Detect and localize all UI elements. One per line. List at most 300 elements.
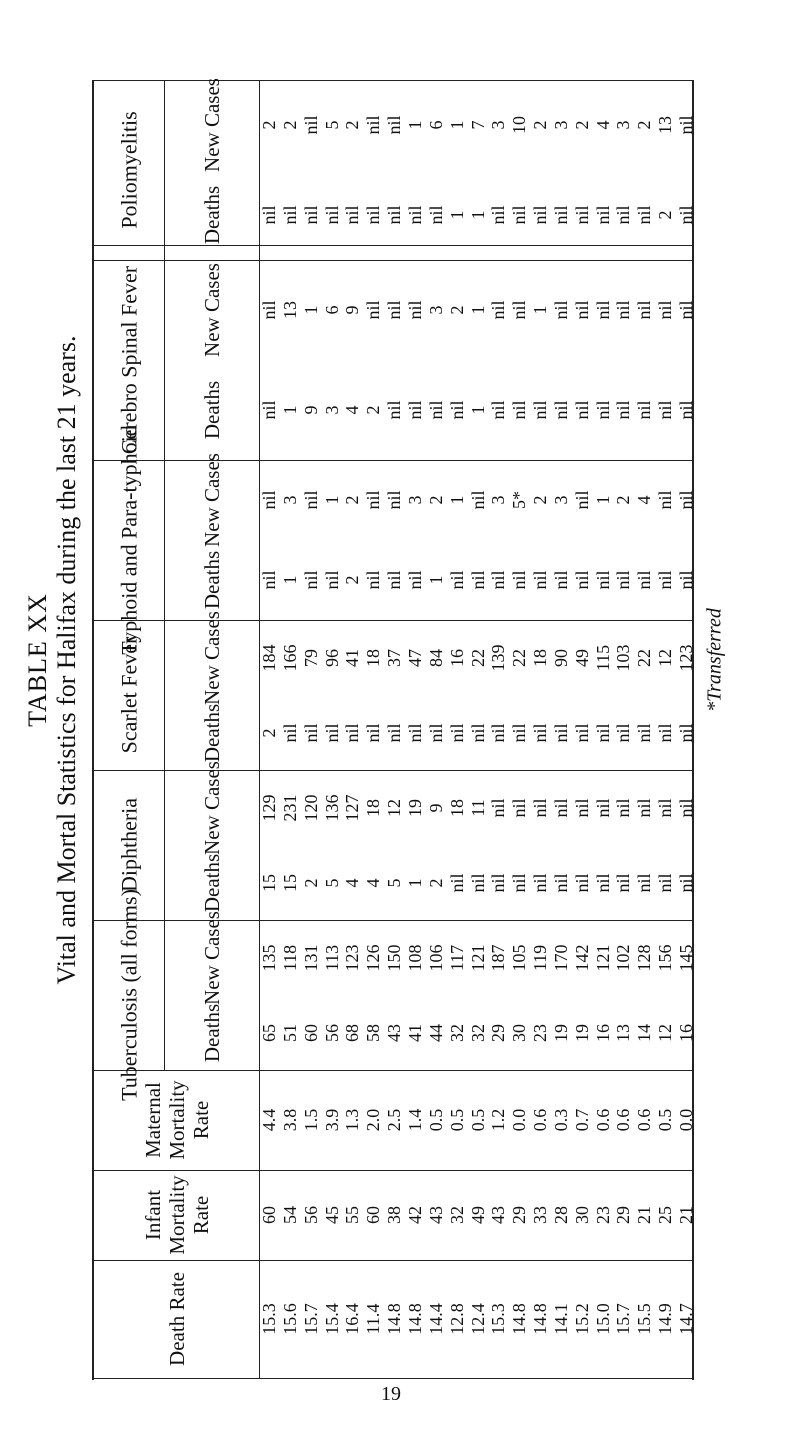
table-cell: 1 bbox=[467, 305, 488, 315]
table-cell: 0.0 bbox=[509, 1108, 530, 1132]
table-cell: 2 bbox=[342, 495, 363, 505]
table-cell: 22 bbox=[467, 648, 488, 667]
table-cell: 43 bbox=[384, 1023, 405, 1042]
table-cell: 2 bbox=[613, 495, 634, 505]
table-cell: nil bbox=[488, 300, 509, 320]
table-cell: 6 bbox=[425, 120, 446, 130]
table-cell: nil bbox=[550, 300, 571, 320]
subhead-new-cases: New Cases bbox=[199, 453, 224, 547]
table-cell: nil bbox=[509, 722, 530, 743]
table-cell: nil bbox=[259, 205, 279, 225]
table-cell: 14.9 bbox=[655, 1303, 676, 1335]
table-cell: nil bbox=[300, 115, 321, 135]
table-cell: 9 bbox=[425, 803, 446, 812]
table-cell: nil bbox=[634, 570, 655, 590]
table-cell: 4 bbox=[634, 495, 655, 505]
subhead-new-cases: New Cases bbox=[199, 263, 224, 357]
table-cell: nil bbox=[404, 722, 425, 743]
table-cell: 11.4 bbox=[363, 1303, 384, 1335]
table-cell: 3.9 bbox=[321, 1108, 342, 1132]
table-cell: 121 bbox=[467, 944, 488, 971]
table-cell: 14.1 bbox=[550, 1303, 571, 1335]
table-cell: 115 bbox=[592, 644, 613, 671]
table-cell: 58 bbox=[363, 1023, 384, 1042]
column-tuberculosis-deaths bbox=[94, 995, 696, 1070]
table-cell: nil bbox=[467, 490, 488, 510]
table-cell: nil bbox=[634, 205, 655, 225]
table-cell: 60 bbox=[259, 1206, 279, 1224]
table-cell: 15.0 bbox=[592, 1303, 613, 1335]
subhead-new-cases: New Cases bbox=[199, 910, 224, 1005]
table-cell: 60 bbox=[363, 1206, 384, 1224]
table-cell: nil bbox=[446, 400, 467, 420]
table-cell: 0.0 bbox=[676, 1108, 696, 1132]
table-cell: 16 bbox=[676, 1023, 696, 1042]
table-cell: 10 bbox=[509, 116, 530, 134]
table-cell: 1.2 bbox=[488, 1108, 509, 1132]
table-cell: 119 bbox=[530, 944, 551, 971]
table-cell: nil bbox=[676, 570, 696, 590]
table-cell: nil bbox=[571, 722, 592, 743]
table-cell: 1 bbox=[530, 305, 551, 315]
column-cerebro-deaths bbox=[94, 360, 696, 460]
statistics-table bbox=[92, 80, 694, 1380]
table-cell: 49 bbox=[571, 648, 592, 667]
table-cell: nil bbox=[384, 722, 405, 743]
table-cell: nil bbox=[509, 400, 530, 420]
table-cell: 11 bbox=[467, 798, 488, 817]
table-cell: 145 bbox=[676, 944, 696, 971]
table-cell: 135 bbox=[259, 944, 279, 971]
table-cell: nil bbox=[321, 205, 342, 225]
table-cell: nil bbox=[676, 300, 696, 320]
footnote: *Transferred bbox=[703, 608, 726, 712]
table-cell: 129 bbox=[259, 794, 279, 821]
table-cell: 117 bbox=[446, 944, 467, 971]
table-cell: nil bbox=[279, 205, 300, 225]
table-cell: nil bbox=[467, 570, 488, 590]
table-cell: nil bbox=[655, 722, 676, 743]
table-cell: 22 bbox=[509, 648, 530, 667]
table-cell: nil bbox=[613, 205, 634, 225]
table-cell: 3 bbox=[613, 120, 634, 130]
column-infant-mortality bbox=[94, 1170, 696, 1260]
table-cell: 9 bbox=[300, 405, 321, 415]
table-cell: nil bbox=[676, 722, 696, 743]
table-cell: 42 bbox=[404, 1206, 425, 1224]
table-cell: 15 bbox=[279, 873, 300, 892]
table-cell: 3 bbox=[404, 495, 425, 505]
table-cell: 15.2 bbox=[571, 1303, 592, 1335]
table-cell: nil bbox=[279, 722, 300, 743]
table-cell: nil bbox=[592, 400, 613, 420]
table-cell: 12 bbox=[655, 1023, 676, 1042]
table-cell: 120 bbox=[300, 794, 321, 821]
table-cell: nil bbox=[342, 205, 363, 225]
table-cell: nil bbox=[384, 300, 405, 320]
table-cell: 187 bbox=[488, 944, 509, 971]
table-cell: nil bbox=[300, 490, 321, 510]
table-cell: 30 bbox=[571, 1206, 592, 1224]
table-cell: 113 bbox=[321, 944, 342, 971]
table-cell: 1 bbox=[404, 878, 425, 887]
table-cell: nil bbox=[321, 570, 342, 590]
page-number: 19 bbox=[381, 1383, 401, 1405]
table-cell: nil bbox=[509, 872, 530, 893]
table-cell: nil bbox=[613, 400, 634, 420]
table-cell: 0.6 bbox=[592, 1108, 613, 1132]
table-cell: nil bbox=[404, 205, 425, 225]
table-cell: nil bbox=[384, 400, 405, 420]
table-cell: nil bbox=[634, 400, 655, 420]
table-cell: nil bbox=[613, 722, 634, 743]
table-cell: 14 bbox=[634, 1023, 655, 1042]
table-cell: 38 bbox=[384, 1206, 405, 1224]
subhead-infant-mortality: Infant Mortality Rate bbox=[140, 1175, 213, 1255]
table-cell: 12 bbox=[655, 648, 676, 667]
table-cell: nil bbox=[363, 490, 384, 510]
table-cell: 108 bbox=[404, 944, 425, 971]
table-cell: 156 bbox=[655, 944, 676, 971]
table-cell: 18 bbox=[446, 798, 467, 817]
table-cell: 21 bbox=[634, 1206, 655, 1224]
table-cell: 4.4 bbox=[259, 1108, 279, 1132]
table-cell: nil bbox=[634, 722, 655, 743]
subhead-deaths: Deaths bbox=[199, 550, 224, 610]
table-cell: 29 bbox=[509, 1206, 530, 1224]
table-cell: 15 bbox=[259, 873, 279, 892]
table-cell: nil bbox=[571, 400, 592, 420]
table-cell: 1.4 bbox=[404, 1108, 425, 1132]
table-cell: 1.3 bbox=[342, 1108, 363, 1132]
table-cell: 3 bbox=[550, 120, 571, 130]
table-cell: 14.8 bbox=[530, 1303, 551, 1335]
table-cell: 18 bbox=[530, 648, 551, 667]
table-cell: 18 bbox=[363, 648, 384, 667]
table-cell: 1 bbox=[404, 120, 425, 130]
table-cell: nil bbox=[592, 205, 613, 225]
table-cell: 19 bbox=[571, 1023, 592, 1042]
table-cell: nil bbox=[467, 722, 488, 743]
table-cell: 4 bbox=[342, 405, 363, 415]
table-cell: 15.3 bbox=[488, 1303, 509, 1335]
table-cell: nil bbox=[467, 872, 488, 893]
table-cell: nil bbox=[613, 570, 634, 590]
table-cell: nil bbox=[425, 205, 446, 225]
table-cell: 16.4 bbox=[342, 1303, 363, 1335]
table-cell: nil bbox=[425, 400, 446, 420]
table-cell: 166 bbox=[279, 644, 300, 671]
group-scarlet: Scarlet Fever bbox=[116, 636, 142, 754]
table-cell: 16 bbox=[592, 1023, 613, 1042]
group-typhoid: Typhoid and Para-typhoid bbox=[116, 425, 142, 655]
table-cell: nil bbox=[592, 872, 613, 893]
table-cell: nil bbox=[259, 490, 279, 510]
table-cell: 0.5 bbox=[467, 1108, 488, 1132]
subhead-deaths: Deaths bbox=[199, 185, 224, 245]
column-scarlet-new bbox=[94, 610, 696, 705]
table-cell: 1 bbox=[446, 120, 467, 130]
table-cell: 23 bbox=[592, 1206, 613, 1224]
table-cell: 0.6 bbox=[530, 1108, 551, 1132]
table-cell: nil bbox=[363, 570, 384, 590]
table-cell: nil bbox=[655, 570, 676, 590]
table-cell: nil bbox=[530, 570, 551, 590]
table-cell: 102 bbox=[613, 944, 634, 971]
table-cell: 2.5 bbox=[384, 1108, 405, 1132]
table-cell: nil bbox=[676, 872, 696, 893]
table-cell: nil bbox=[550, 205, 571, 225]
table-cell: 0.6 bbox=[613, 1108, 634, 1132]
table-cell: 23 bbox=[530, 1023, 551, 1042]
table-cell: nil bbox=[404, 400, 425, 420]
table-cell: 15.5 bbox=[634, 1303, 655, 1335]
table-cell: 170 bbox=[550, 944, 571, 971]
table-cell: nil bbox=[259, 400, 279, 420]
table-cell: 0.7 bbox=[571, 1108, 592, 1132]
table-cell: 2 bbox=[530, 495, 551, 505]
table-cell: nil bbox=[488, 872, 509, 893]
table-cell: 14.8 bbox=[404, 1303, 425, 1335]
table-cell: 15.3 bbox=[259, 1303, 279, 1335]
table-cell: 0.6 bbox=[634, 1108, 655, 1132]
table-cell: 14.8 bbox=[384, 1303, 405, 1335]
table-cell: 13 bbox=[279, 301, 300, 319]
table-cell: 54 bbox=[279, 1206, 300, 1224]
table-cell: 126 bbox=[363, 944, 384, 971]
subhead-new-cases: New Cases bbox=[199, 78, 224, 172]
table-cell: nil bbox=[363, 115, 384, 135]
table-cell: 142 bbox=[571, 944, 592, 971]
table-cell: 3.8 bbox=[279, 1108, 300, 1132]
table-cell: nil bbox=[509, 797, 530, 818]
table-cell: nil bbox=[571, 490, 592, 510]
table-cell: 2 bbox=[571, 120, 592, 130]
table-cell: 90 bbox=[550, 648, 571, 667]
table-cell: 25 bbox=[655, 1206, 676, 1224]
table-cell: 3 bbox=[488, 120, 509, 130]
subhead-deaths: Deaths bbox=[199, 380, 224, 440]
table-cell: 29 bbox=[613, 1206, 634, 1224]
table-cell: nil bbox=[550, 400, 571, 420]
table-cell: nil bbox=[676, 400, 696, 420]
table-cell: 14.4 bbox=[425, 1303, 446, 1335]
table-cell: 123 bbox=[342, 944, 363, 971]
table-cell: 15.7 bbox=[300, 1303, 321, 1335]
table-cell: 2 bbox=[259, 728, 279, 737]
table-cell: 103 bbox=[613, 644, 634, 671]
table-cell: nil bbox=[384, 115, 405, 135]
table-cell: 22 bbox=[634, 648, 655, 667]
table-cell: 121 bbox=[592, 944, 613, 971]
table-cell: nil bbox=[655, 300, 676, 320]
table-cell: 2 bbox=[342, 575, 363, 585]
table-cell: nil bbox=[634, 300, 655, 320]
table-cell: nil bbox=[530, 400, 551, 420]
table-cell: nil bbox=[571, 872, 592, 893]
table-cell: nil bbox=[592, 570, 613, 590]
table-cell: nil bbox=[488, 205, 509, 225]
table-cell: 128 bbox=[634, 944, 655, 971]
table-cell: 44 bbox=[425, 1023, 446, 1042]
table-cell: nil bbox=[300, 205, 321, 225]
column-maternal-mortality bbox=[94, 1070, 696, 1170]
column-diphtheria-deaths bbox=[94, 845, 696, 920]
table-cell: nil bbox=[509, 205, 530, 225]
table-cell: 1.5 bbox=[300, 1108, 321, 1132]
table-cell: 105 bbox=[509, 944, 530, 971]
table-cell: 96 bbox=[321, 648, 342, 667]
column-typhoid-deaths bbox=[94, 540, 696, 620]
table-cell: 2 bbox=[259, 120, 279, 130]
table-cell: nil bbox=[550, 872, 571, 893]
table-cell: 1 bbox=[321, 495, 342, 505]
table-cell: 0.5 bbox=[446, 1108, 467, 1132]
table-cell: nil bbox=[300, 722, 321, 743]
table-cell: 1 bbox=[446, 495, 467, 505]
table-cell: nil bbox=[530, 205, 551, 225]
table-cell: nil bbox=[425, 722, 446, 743]
table-cell: 2 bbox=[655, 210, 676, 220]
table-cell: 41 bbox=[404, 1023, 425, 1042]
column-tuberculosis-new bbox=[94, 910, 696, 1005]
table-cell: 84 bbox=[425, 648, 446, 667]
table-cell: nil bbox=[446, 570, 467, 590]
table-cell: 0.5 bbox=[655, 1108, 676, 1132]
table-cell: nil bbox=[655, 797, 676, 818]
table-cell: 12 bbox=[384, 798, 405, 817]
table-cell: 2 bbox=[446, 305, 467, 315]
table-cell: nil bbox=[550, 570, 571, 590]
table-cell: nil bbox=[676, 490, 696, 510]
table-cell: 18 bbox=[363, 798, 384, 817]
table-caption: Vital and Mortal Statistics for Halifax during the last 21 years. bbox=[52, 335, 81, 985]
table-cell: nil bbox=[634, 797, 655, 818]
table-cell: nil bbox=[509, 570, 530, 590]
table-cell: 3 bbox=[425, 305, 446, 315]
table-cell: 139 bbox=[488, 644, 509, 671]
table-cell: nil bbox=[676, 115, 696, 135]
table-cell: 2 bbox=[342, 120, 363, 130]
table-cell: nil bbox=[550, 797, 571, 818]
column-diphtheria-new bbox=[94, 760, 696, 855]
table-cell: 28 bbox=[550, 1206, 571, 1224]
group-poliomyelitis: Poliomyelitis bbox=[116, 111, 142, 229]
table-cell: 30 bbox=[509, 1023, 530, 1042]
table-cell: 150 bbox=[384, 944, 405, 971]
table-cell: nil bbox=[384, 570, 405, 590]
table-cell: 21 bbox=[676, 1206, 696, 1224]
table-cell: 2 bbox=[300, 878, 321, 887]
subhead-deaths: Deaths bbox=[199, 853, 224, 912]
table-cell: 32 bbox=[446, 1206, 467, 1224]
table-cell: nil bbox=[592, 722, 613, 743]
table-cell: 106 bbox=[425, 944, 446, 971]
table-cell: nil bbox=[488, 722, 509, 743]
table-cell: 1 bbox=[592, 495, 613, 505]
table-cell: 13 bbox=[613, 1023, 634, 1042]
table-cell: 2 bbox=[425, 878, 446, 887]
table-cell: nil bbox=[613, 300, 634, 320]
table-cell: 7 bbox=[467, 120, 488, 130]
subhead-deaths: Deaths bbox=[199, 703, 224, 762]
table-cell: nil bbox=[676, 205, 696, 225]
column-poliomyelitis-deaths bbox=[94, 170, 696, 260]
table-cell: nil bbox=[530, 722, 551, 743]
subhead-maternal-mortality: Maternal Mortality Rate bbox=[140, 1080, 213, 1160]
table-cell: 5 bbox=[321, 878, 342, 887]
table-cell: 2.0 bbox=[363, 1108, 384, 1132]
table-cell: nil bbox=[404, 570, 425, 590]
table-cell: nil bbox=[259, 300, 279, 320]
table-cell: nil bbox=[488, 797, 509, 818]
table-cell: nil bbox=[530, 797, 551, 818]
table-cell: 6 bbox=[321, 305, 342, 315]
table-cell: 79 bbox=[300, 648, 321, 667]
table-cell: 136 bbox=[321, 794, 342, 821]
table-cell: nil bbox=[634, 872, 655, 893]
table-cell: nil bbox=[655, 490, 676, 510]
column-poliomyelitis-new bbox=[94, 80, 696, 170]
table-cell: 3 bbox=[321, 405, 342, 415]
table-cell: 1 bbox=[467, 405, 488, 415]
table-cell: 127 bbox=[342, 794, 363, 821]
table-cell: 131 bbox=[300, 944, 321, 971]
table-cell: 123 bbox=[676, 644, 696, 671]
table-cell: 0.3 bbox=[550, 1108, 571, 1132]
table-cell: 4 bbox=[342, 878, 363, 887]
table-cell: nil bbox=[571, 570, 592, 590]
table-cell: nil bbox=[571, 797, 592, 818]
table-cell: 60 bbox=[300, 1023, 321, 1042]
table-cell: nil bbox=[342, 722, 363, 743]
table-cell: 15.6 bbox=[279, 1303, 300, 1335]
table-cell: 1 bbox=[279, 405, 300, 415]
table-cell: 5 bbox=[321, 120, 342, 130]
table-cell: nil bbox=[363, 722, 384, 743]
table-cell: 3 bbox=[550, 495, 571, 505]
table-cell: 231 bbox=[279, 794, 300, 821]
table-cell: 1 bbox=[300, 305, 321, 315]
table-cell: 118 bbox=[279, 944, 300, 971]
table-cell: 3 bbox=[279, 495, 300, 505]
table-cell: nil bbox=[571, 205, 592, 225]
table-cell: nil bbox=[384, 205, 405, 225]
table-cell: nil bbox=[363, 300, 384, 320]
table-cell: nil bbox=[592, 797, 613, 818]
table-cell: 1 bbox=[425, 575, 446, 585]
table-cell: nil bbox=[613, 797, 634, 818]
table-cell: 9 bbox=[342, 305, 363, 315]
table-cell: 2 bbox=[363, 405, 384, 415]
table-cell: 1 bbox=[446, 210, 467, 220]
table-cell: 12.4 bbox=[467, 1303, 488, 1335]
table-cell: 19 bbox=[550, 1023, 571, 1042]
table-cell: nil bbox=[404, 300, 425, 320]
column-scarlet-deaths bbox=[94, 695, 696, 770]
table-cell: 43 bbox=[488, 1206, 509, 1224]
table-cell: 2 bbox=[634, 120, 655, 130]
table-cell: 16 bbox=[446, 648, 467, 667]
table-cell: 14.7 bbox=[676, 1303, 696, 1335]
table-cell: 55 bbox=[342, 1206, 363, 1224]
table-cell: 0.5 bbox=[425, 1108, 446, 1132]
table-number: TABLE XX bbox=[23, 593, 52, 727]
table-cell: nil bbox=[300, 570, 321, 590]
table-cell: 32 bbox=[467, 1023, 488, 1042]
column-typhoid-new bbox=[94, 453, 696, 547]
table-cell: 19 bbox=[404, 798, 425, 817]
